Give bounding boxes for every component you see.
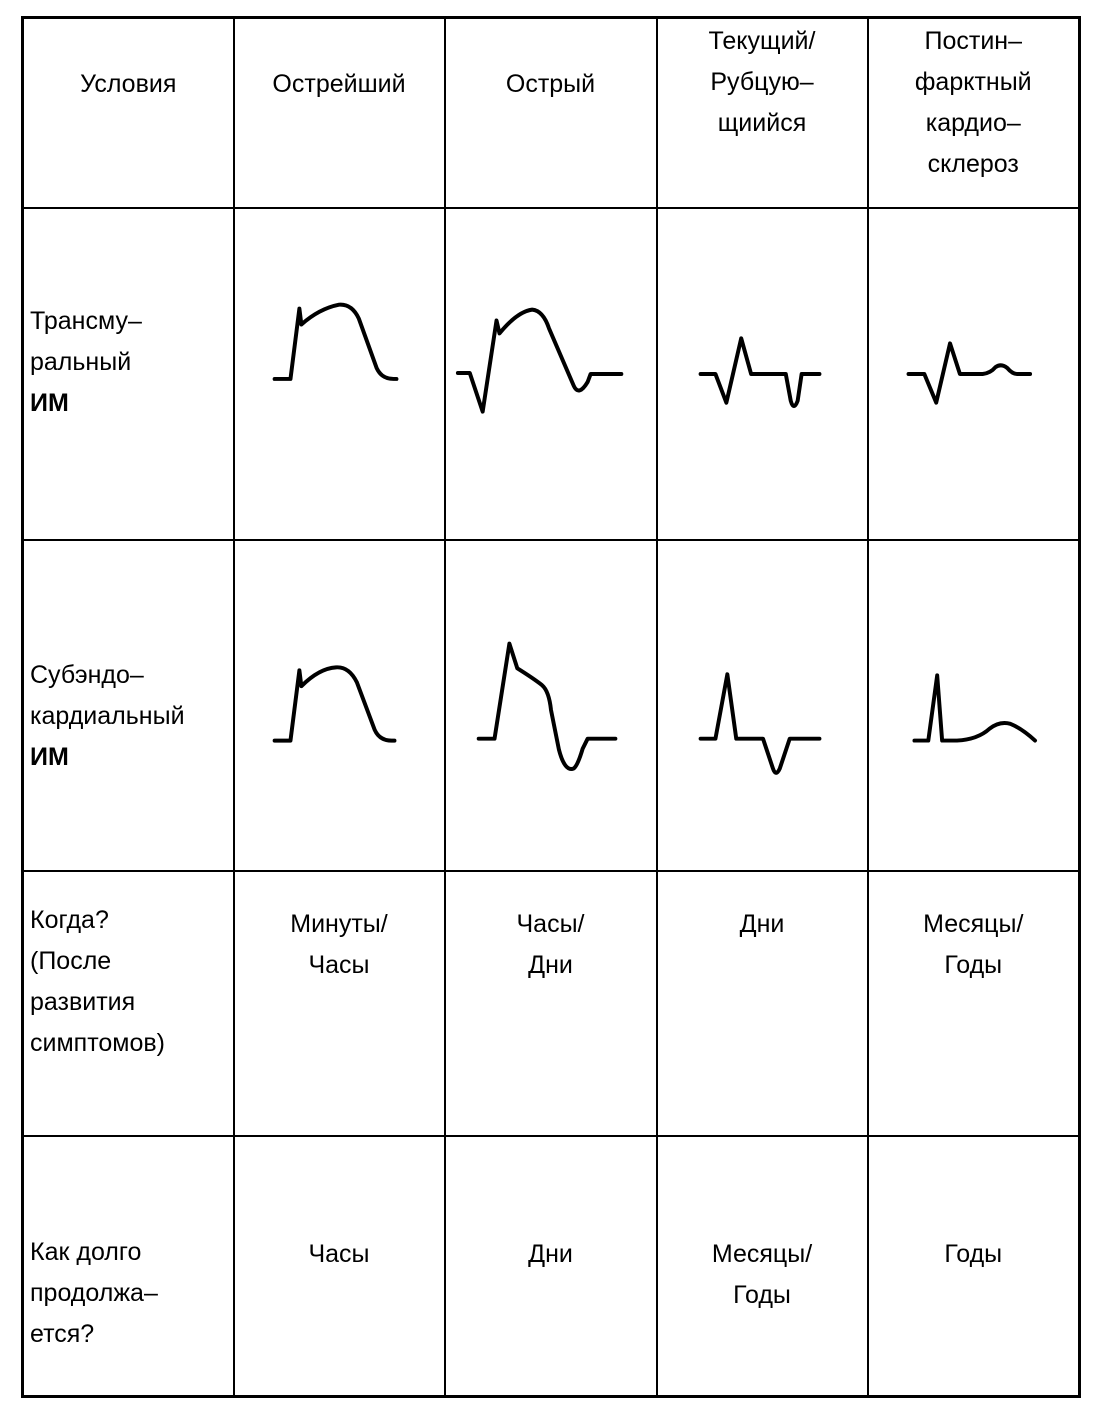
value-line: Дни <box>528 1239 573 1268</box>
value-line: Годы <box>944 1239 1003 1268</box>
ecg-tombstone-st-elevation-icon <box>235 209 444 539</box>
header-cell-stage <box>234 18 445 208</box>
when-value <box>869 872 1079 986</box>
how-long-value <box>446 1137 656 1275</box>
row-label-line: Трансму– <box>30 306 142 335</box>
header-stage-line: кардио– <box>925 109 1021 137</box>
when-value <box>446 872 656 986</box>
header-stage-label <box>446 19 656 105</box>
header-stage-line: Острейший <box>272 70 406 98</box>
ecg-cell <box>657 540 868 871</box>
row-label-line: ется? <box>30 1319 95 1348</box>
ecg-q-wave-upright-t-icon <box>869 209 1079 539</box>
value-line: Дни <box>739 909 785 938</box>
value-line: Часы <box>308 1239 370 1268</box>
row-label-cell <box>23 871 234 1136</box>
transmural-label <box>24 209 233 424</box>
ecg-cell <box>445 208 657 540</box>
header-stage-line: склероз <box>927 150 1019 178</box>
row-label-line: симптомов) <box>30 1028 165 1057</box>
ecg-cell <box>234 208 445 540</box>
header-stage-line: Постин– <box>924 27 1022 55</box>
row-label-line: Как долго <box>30 1237 142 1266</box>
mi-stages-table <box>21 16 1081 1398</box>
value-line: Годы <box>944 950 1003 979</box>
when-value-cell <box>234 871 445 1136</box>
ecg-cell <box>868 540 1080 871</box>
when-value <box>235 872 444 986</box>
when-row <box>23 871 1080 1136</box>
transmural-row <box>23 208 1080 540</box>
ecg-normal-complex-icon <box>869 541 1079 870</box>
header-stage-line: фарктный <box>914 68 1032 96</box>
value-line: Минуты/ <box>290 909 388 938</box>
row-label-line: (После <box>30 946 112 975</box>
how-long-value <box>235 1137 444 1275</box>
ecg-st-elevation-deep-t-icon <box>446 541 656 870</box>
ecg-tombstone-st-elevation-icon <box>235 541 444 870</box>
row-label-line: развития <box>30 987 136 1016</box>
value-line: Месяцы/ <box>711 1239 813 1268</box>
how-long-value-cell <box>657 1136 868 1397</box>
value-line: Дни <box>528 950 573 979</box>
ecg-cell <box>868 208 1080 540</box>
header-cell-conditions <box>23 18 234 208</box>
header-stage-line: Рубцую– <box>710 68 814 96</box>
how-long-value-cell <box>445 1136 657 1397</box>
when-label <box>24 872 233 1064</box>
header-stage-line: щиийся <box>717 109 807 137</box>
row-label-bold: ИМ <box>30 742 69 771</box>
row-label-cell <box>23 540 234 871</box>
header-cell-stage <box>868 18 1080 208</box>
ecg-q-wave-st-elevation-icon <box>446 209 656 539</box>
how-long-row <box>23 1136 1080 1397</box>
how-long-value <box>658 1137 867 1316</box>
subendocardial-row <box>23 540 1080 871</box>
header-conditions-label: Условия <box>80 70 177 98</box>
row-label-line: продолжа– <box>30 1278 158 1307</box>
when-value-cell <box>868 871 1080 1136</box>
when-value <box>658 872 867 945</box>
how-long-label <box>24 1137 233 1355</box>
ecg-cell <box>234 540 445 871</box>
row-label-cell <box>23 208 234 540</box>
ecg-inverted-t-icon <box>658 541 867 870</box>
ecg-cell <box>657 208 868 540</box>
row-label-cell <box>23 1136 234 1397</box>
value-line: Годы <box>733 1280 791 1309</box>
when-value-cell <box>445 871 657 1136</box>
header-stage-line: Острый <box>505 70 596 98</box>
header-row <box>23 18 1080 208</box>
ecg-cell <box>445 540 657 871</box>
row-label-line: Когда? <box>30 905 109 934</box>
subendocardial-label <box>24 541 233 778</box>
how-long-value-cell <box>868 1136 1080 1397</box>
header-cell-stage <box>445 18 657 208</box>
header-stage-line: Текущий/ <box>708 27 816 55</box>
header-stage-label <box>658 19 867 144</box>
when-value-cell <box>657 871 868 1136</box>
header-cell-stage <box>657 18 868 208</box>
header-stage-label <box>235 19 444 105</box>
header-stage-label <box>869 19 1079 185</box>
how-long-value <box>869 1137 1079 1275</box>
value-line: Часы/ <box>516 909 585 938</box>
row-label-bold: ИМ <box>30 388 69 417</box>
value-line: Часы <box>308 950 370 979</box>
value-line: Месяцы/ <box>923 909 1024 938</box>
row-label-line: Субэндо– <box>30 660 144 689</box>
row-label-line: ральный <box>30 347 132 376</box>
row-label-line: кардиальный <box>30 701 185 730</box>
ecg-q-wave-inverted-t-icon <box>658 209 867 539</box>
how-long-value-cell <box>234 1136 445 1397</box>
